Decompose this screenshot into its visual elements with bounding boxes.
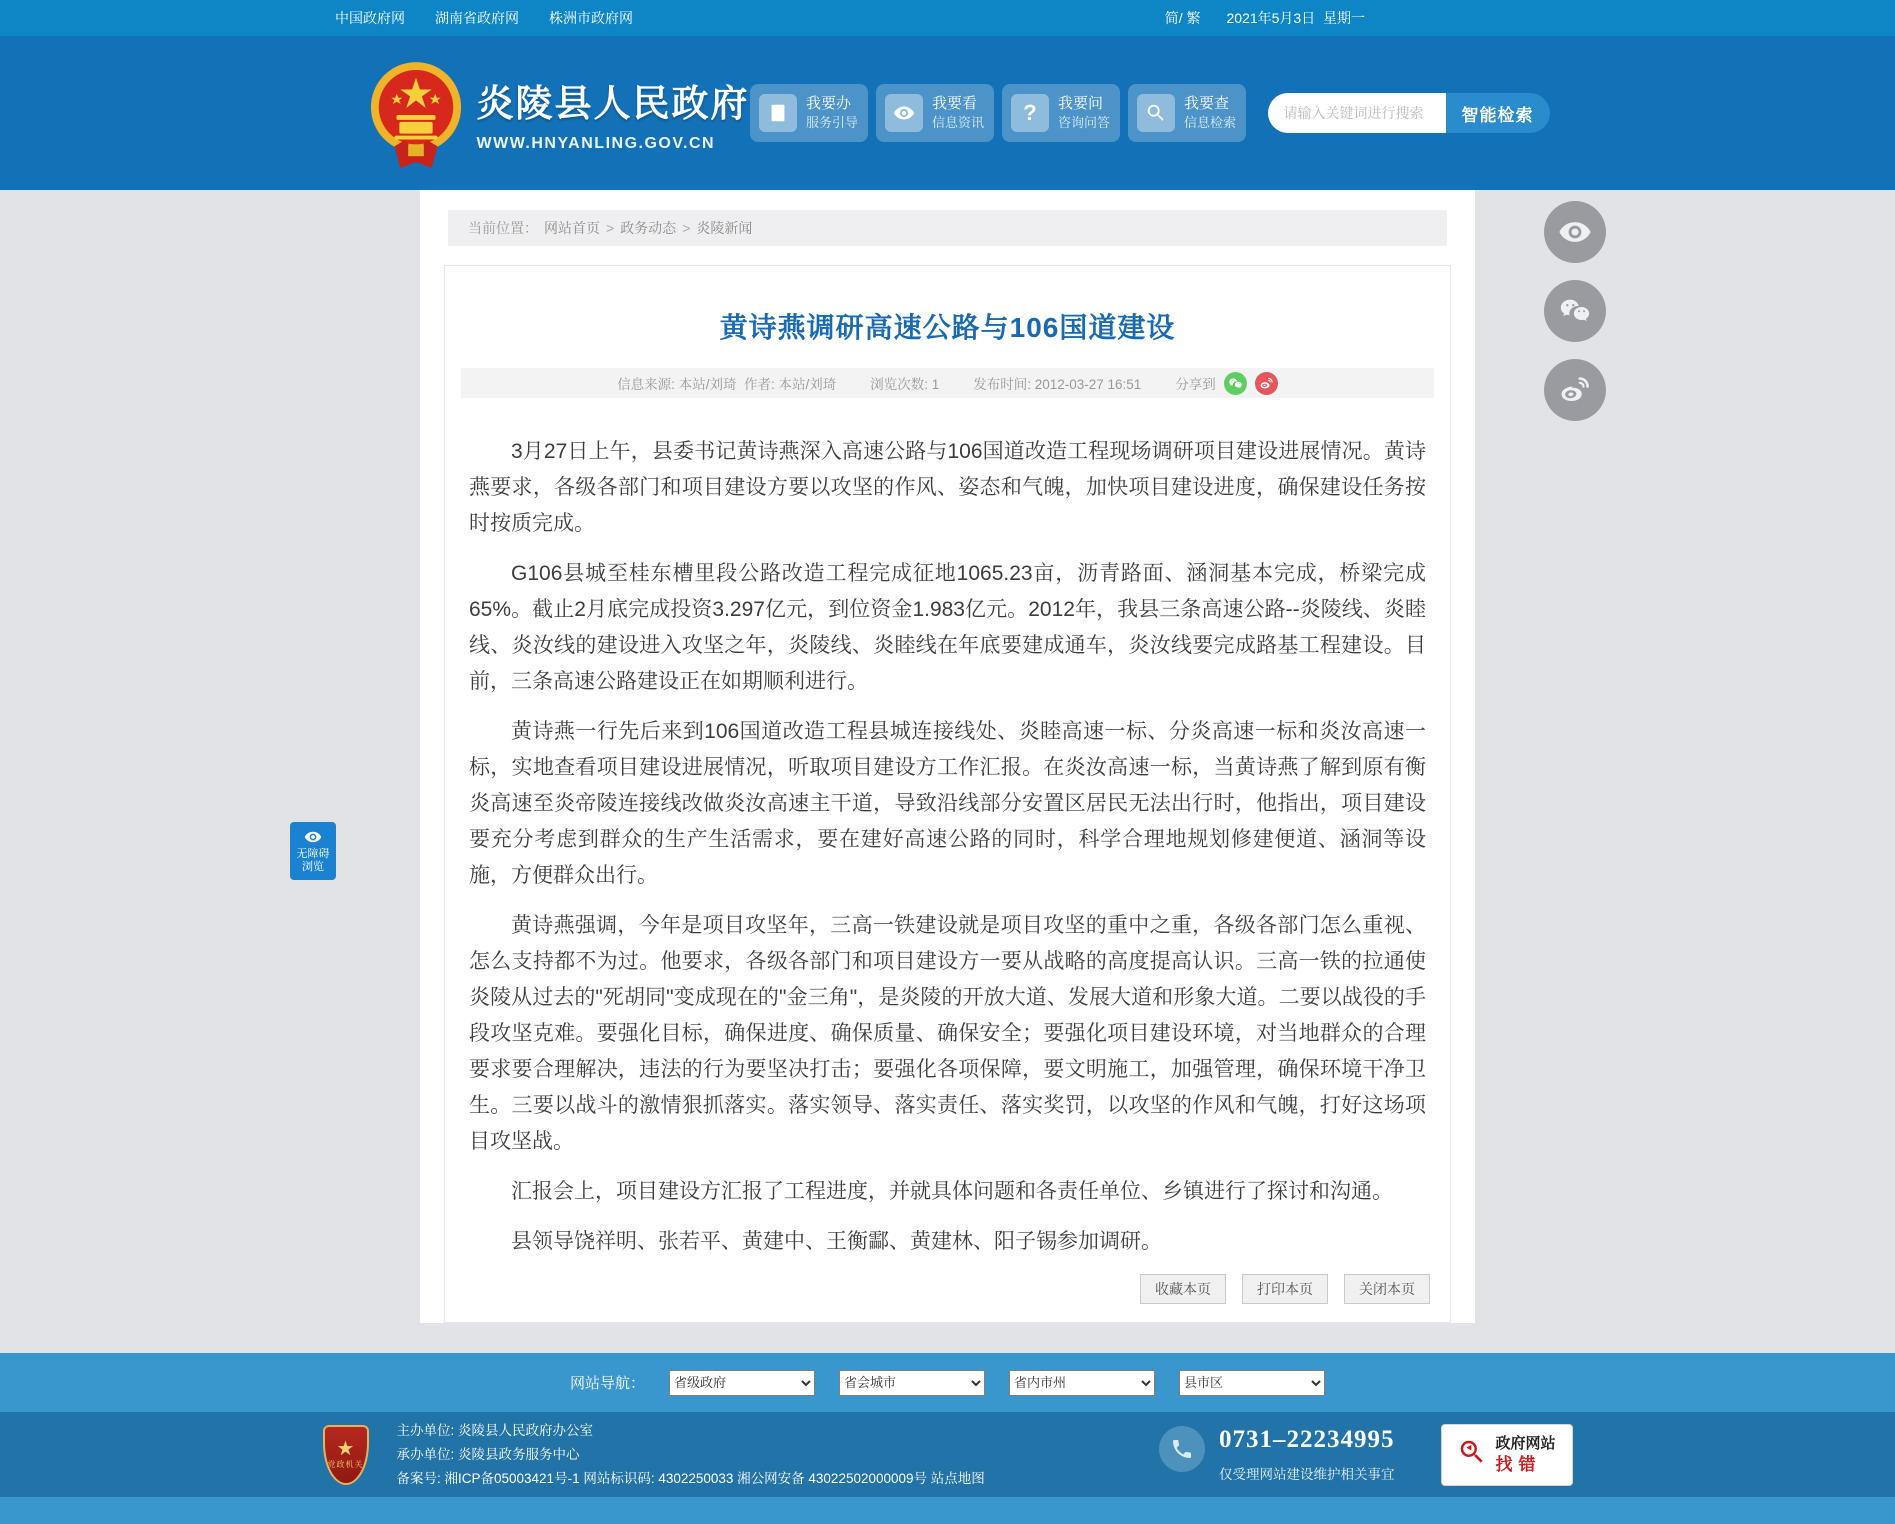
weibo-icon [1558,373,1592,407]
breadcrumb-yanling-news[interactable]: 炎陵新闻 [696,220,753,236]
red-magnifier-icon [1457,1437,1487,1472]
button-i-want-to-do[interactable] [750,84,868,142]
float-wechat-button[interactable] [1544,280,1606,342]
search-icon [1137,94,1175,132]
footer-phone-block [1159,1426,1395,1483]
gov-site-error-report-badge[interactable] [1441,1424,1573,1486]
article-body [469,434,1426,1260]
error-badge-title: 政府网站 [1495,1434,1556,1452]
undertaker-line: 承办单位: 炎陵县政务服务中心 [396,1446,580,1462]
question-icon: ? [1011,94,1049,132]
breadcrumb [448,210,1447,246]
meta-source-author: 信息来源: 本站/刘琦 作者: 本站/刘琦 [617,377,837,392]
select-province-cities[interactable] [1009,1370,1155,1396]
qbtn-label: 我要办 [805,95,851,112]
share-label: 分享到 [1175,377,1216,392]
link-china-gov[interactable]: 中国政府网 [335,10,405,26]
smart-search-button[interactable]: 智能检索 [1446,93,1550,133]
print-page-button[interactable]: 打印本页 [1242,1274,1328,1304]
button-i-want-to-search[interactable] [1128,84,1246,142]
eye-icon [885,94,923,132]
paragraph: G106县城至桂东槽里段公路改造工程完成征地1065.23亩，沥青路面、涵洞基本完成，桥梁完成65%。截止2月底完成投资3.297亿元，到位资金1.983亿元。2012年，我县三条高速公路--炎陵线、炎睦线、炎汝线的建设进入攻坚之年，炎陵线、炎睦线在年底要建成通车，炎汝线要完成路基工程建设。目前，三条高速公路建设正在如期顺利进行。 [469,562,1426,693]
error-badge-action: 找错 [1495,1454,1542,1474]
star-icon: ★ [336,1438,355,1460]
button-i-want-to-ask[interactable] [1002,84,1120,142]
accessibility-label: 无障碍 浏览 [296,848,330,873]
select-counties[interactable] [1179,1370,1325,1396]
footer-info [397,1419,985,1491]
sitemap-link[interactable]: 站点地图 [930,1470,985,1486]
float-accessibility-button[interactable] [1544,201,1606,263]
search-input[interactable] [1268,93,1446,133]
eye-icon [1558,215,1592,249]
main-area [0,190,1895,1353]
top-utility-bar [0,0,1895,36]
site-nav-label: 网站导航： [569,1375,645,1392]
phone-number: 0731–22234995 [1219,1426,1395,1453]
link-hunan-gov[interactable]: 湖南省政府网 [435,10,519,26]
meta-publish-time: 发布时间: 2012-03-27 16:51 [973,377,1142,392]
lang-toggle[interactable]: 简/ 繁 [1164,10,1201,26]
paragraph: 黄诗燕一行先后来到106国道改造工程县城连接线处、炎睦高速一标、分炎高速一标和炎汝高速一标，实地查看项目建设进展情况，听取项目建设方工作汇报。在炎汝高速一标，当黄诗燕了解到原有衡炎高速至炎帝陵连接线改做炎汝高速主干道，导致沿线部分安置区居民无法出行时，他指出，项目建设要充分考虑到群众的生产生活需求，要在建好高速公路的同时，科学合理地规划修建便道、涵洞等设施，方便群众出行。 [469,720,1426,887]
qbtn-label: 我要看 [931,95,977,112]
quick-entry-buttons [750,84,1246,142]
link-zhuzhou-gov[interactable]: 株洲市政府网 [549,10,633,26]
party-gov-shield-badge [323,1425,369,1485]
site-nav-band [0,1353,1895,1412]
page-actions [445,1274,1450,1304]
qbtn-sublabel: 咨询问答 [1057,115,1110,130]
close-page-button[interactable]: 关闭本页 [1344,1274,1430,1304]
share-wechat-icon[interactable] [1224,372,1247,395]
article-meta-bar [461,368,1434,398]
meta-view-count: 浏览次数: 1 [870,377,940,392]
button-i-want-to-see[interactable] [876,84,994,142]
phone-icon [1159,1426,1205,1472]
national-emblem-logo [367,60,465,172]
qbtn-label: 我要查 [1183,95,1229,112]
breadcrumb-label: 当前位置： [468,220,538,236]
current-date: 2021年5月3日 星期一 [1226,10,1365,26]
shield-label: 党政机关 [327,1460,364,1469]
paragraph: 汇报会上，项目建设方汇报了工程进度，并就具体问题和各责任单位、乡镇进行了探讨和沟通。 [511,1180,1393,1203]
bookmark-page-button[interactable]: 收藏本页 [1140,1274,1226,1304]
site-url: WWW.HNYANLING.GOV.CN [476,135,716,152]
site-name: 炎陵县人民政府 [476,83,750,124]
qbtn-label: 我要问 [1057,95,1103,112]
float-weibo-button[interactable] [1544,359,1606,421]
article-title: 黄诗燕调研高速公路与106国道建设 [719,312,1176,343]
select-provincial-gov[interactable] [669,1370,815,1396]
wechat-icon [1558,294,1592,328]
site-header [0,36,1895,190]
site-search [1268,93,1550,133]
article-panel [444,265,1451,1323]
paragraph: 县领导饶祥明、张若平、黄建中、王衡酃、黄建林、阳子锡参加调研。 [511,1230,1162,1253]
breadcrumb-gov-news[interactable]: 政务动态 [620,220,677,236]
paragraph: 黄诗燕强调，今年是项目攻坚年，三高一铁建设就是项目攻坚的重中之重，各级各部门怎么重视、怎么支持都不为过。他要求，各级各部门和项目建设方一要从战略的高度提高认识。三高一铁的拉通使炎陵从过去的"死胡同"变成现在的"金三角"，是炎陵的开放大道、发展大道和形象大道。二要以战役的手段攻坚克难。要强化目标，确保进度、确保质量、确保安全；要强化项目建设环境，对当地群众的合理要求要合理解决，违法的行为要坚决打击；要强化各项保障，要文明施工，加强管理，确保环境干净卫生。三要以战斗的激情狠抓落实。落实领导、落实责任、落实奖罚，以攻坚的作风和气魄，打好这场项目攻坚战。 [469,914,1426,1153]
select-capital-cities[interactable] [839,1370,985,1396]
icp-line: 备案号: 湘ICP备05003421号-1 网站标识码: 4302250033 湘公网安备 43022502000009号 [396,1470,928,1486]
bottom-strip [0,1497,1895,1524]
phone-note: 仅受理网站建设维护相关事宜 [1219,1467,1395,1482]
organizer-line: 主办单位: 炎陵县人民政府办公室 [396,1422,594,1438]
breadcrumb-separator: > [606,220,615,236]
share-weibo-icon[interactable] [1255,372,1278,395]
accessibility-browse-tag[interactable] [290,822,336,880]
content-wrapper [420,190,1475,1323]
eye-icon [304,828,322,846]
site-footer [0,1412,1895,1497]
qbtn-sublabel: 信息资讯 [931,115,984,130]
form-icon [759,94,797,132]
qbtn-sublabel: 信息检索 [1183,115,1236,130]
breadcrumb-home[interactable]: 网站首页 [544,220,600,236]
qbtn-sublabel: 服务引导 [805,115,858,130]
gov-links [335,8,633,28]
paragraph: 3月27日上午，县委书记黄诗燕深入高速公路与106国道改造工程现场调研项目建设进展情况。黄诗燕要求，各级各部门和项目建设方要以攻坚的作风、姿态和气魄，加快项目建设进度，确保建设任务按时按质完成。 [469,440,1426,535]
breadcrumb-separator: > [682,220,691,236]
